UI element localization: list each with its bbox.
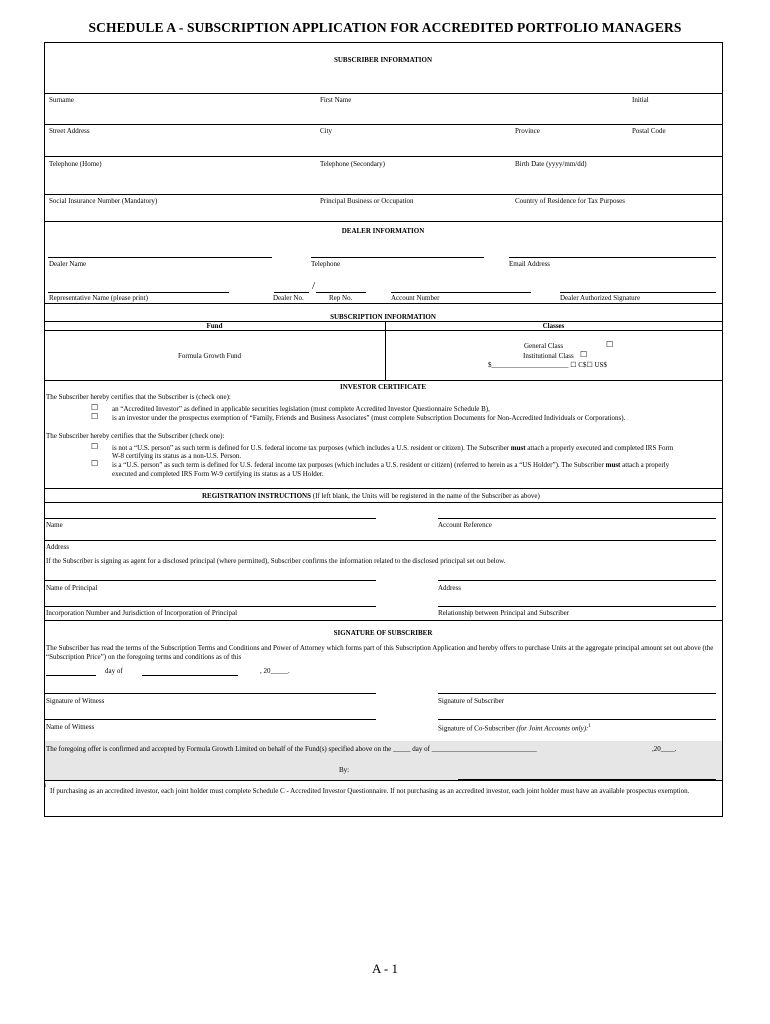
line <box>44 580 376 581</box>
line <box>391 292 531 293</box>
day-of-label: day of <box>105 667 123 675</box>
first-name-label: First Name <box>320 96 352 104</box>
principal-address-label: Address <box>438 584 461 592</box>
us-must: must <box>605 461 621 469</box>
occupation-label: Principal Business or Occupation <box>320 197 414 205</box>
line <box>46 675 96 676</box>
line <box>44 303 722 304</box>
line <box>385 321 386 380</box>
line <box>316 292 366 293</box>
line <box>44 540 716 541</box>
line <box>44 488 722 489</box>
reg-name-label: Name <box>46 521 63 529</box>
line <box>44 194 722 195</box>
sin-label: Social Insurance Number (Mandatory) <box>49 197 158 205</box>
frame-right <box>722 42 723 816</box>
us-option-cont: executed and completed IRS Form W-9 certifying its status as a US Holder. <box>112 470 324 478</box>
amount-currency-field[interactable]: $______________________ ☐ C$☐ US$ <box>488 361 607 369</box>
phone-field-row[interactable] <box>44 170 722 194</box>
line <box>44 620 722 621</box>
accredited-checkbox[interactable]: ☐ <box>91 403 99 412</box>
line <box>438 518 716 519</box>
line <box>438 606 716 607</box>
non-us-option <box>112 444 673 452</box>
line <box>44 221 722 222</box>
surname-label: Surname <box>49 96 74 104</box>
cosub-footnote-mark: 1 <box>588 724 591 729</box>
cosub-text: Signature of Co-Subscriber <box>438 724 517 733</box>
account-no-label: Account Number <box>391 294 440 302</box>
relationship-label: Relationship between Principal and Subscriber <box>438 609 570 617</box>
subscription-heading: SUBSCRIPTION INFORMATION <box>330 313 436 321</box>
principal-label: Name of Principal <box>46 584 98 592</box>
acceptance-text: The foregoing offer is confirmed and accepted by Formula Growth Limited on behalf of the Fund(s) specified above on the _____ day of ______________________________ <box>46 745 537 753</box>
frame-top <box>44 42 722 43</box>
line <box>44 380 722 381</box>
line <box>44 719 376 720</box>
initial-label: Initial <box>632 96 649 104</box>
frame-bottom <box>44 816 723 817</box>
line <box>44 606 376 607</box>
general-class-checkbox[interactable]: ☐ <box>606 340 614 349</box>
non-us-text-end: attach a properly executed and completed IRS Form <box>525 444 674 452</box>
rep-slash: / <box>312 280 316 292</box>
line <box>44 780 722 781</box>
line <box>274 292 309 293</box>
non-us-must: must <box>510 444 526 452</box>
us-text-end: attach a properly <box>620 461 670 469</box>
us-text: is a “U.S. person” as such term is defined for U.S. federal income tax purposes (which includes a U.S. resident or citizen) (referred to herein as a “US Holder”). The Subscriber <box>112 461 606 469</box>
non-us-checkbox[interactable]: ☐ <box>91 442 99 451</box>
cosubscriber-signature-label <box>438 723 591 732</box>
birth-label: Birth Date (yyyy/mm/dd) <box>515 160 587 168</box>
investor-intro-2: The Subscriber hereby certifies that the Subscriber (check one): <box>46 432 225 440</box>
line <box>438 580 716 581</box>
rep-no-label: Rep No. <box>329 294 353 302</box>
frame-left <box>44 42 45 816</box>
witness-signature-label: Signature of Witness <box>46 697 105 705</box>
institutional-class-label: Institutional Class <box>523 352 574 360</box>
us-checkbox[interactable]: ☐ <box>91 459 99 468</box>
address-field-row[interactable] <box>44 136 722 154</box>
line <box>438 719 716 720</box>
ffba-checkbox[interactable]: ☐ <box>91 412 99 421</box>
incorporation-label: Incorporation Number and Jurisdiction of Incorporation of Principal <box>46 609 238 617</box>
classes-header: Classes <box>542 322 565 330</box>
acceptance-year: ,20____. <box>652 745 677 753</box>
fund-name: Formula Growth Fund <box>178 352 241 360</box>
tel-home-label: Telephone (Home) <box>49 160 102 168</box>
line <box>509 257 716 258</box>
non-us-text: is not a “U.S. person” as such term is defined for U.S. federal income tax purposes (which includes a U.S. resident or citizen). The Subscriber <box>112 444 511 452</box>
footnote-mark: 1 <box>44 784 47 789</box>
page-title: SCHEDULE A - SUBSCRIPTION APPLICATION FOR ACCREDITED PORTFOLIO MANAGERS <box>88 20 682 35</box>
line <box>44 330 722 331</box>
general-class-label: General Class <box>524 342 564 350</box>
account-ref-label: Account Reference <box>438 521 492 529</box>
registration-title: REGISTRATION INSTRUCTIONS <box>202 492 311 500</box>
registration-note: (If left blank, the Units will be registered in the name of the Subscriber as above) <box>310 492 540 500</box>
dealer-heading: DEALER INFORMATION <box>341 227 425 235</box>
line <box>48 257 272 258</box>
line <box>44 93 722 94</box>
us-option <box>112 461 669 469</box>
page-number: A - 1 <box>372 961 398 976</box>
investor-intro-1: The Subscriber hereby certifies that the Subscriber is (check one): <box>46 393 231 401</box>
line <box>560 292 716 293</box>
dealer-signature-label: Dealer Authorized Signature <box>560 294 641 302</box>
postal-label: Postal Code <box>632 127 666 135</box>
street-label: Street Address <box>49 127 90 135</box>
dealer-telephone-label: Telephone <box>311 260 341 268</box>
investor-heading: INVESTOR CERTIFICATE <box>339 383 427 391</box>
dealer-email-label: Email Address <box>509 260 551 268</box>
name-field-row[interactable] <box>44 104 722 122</box>
city-label: City <box>320 127 333 135</box>
registration-heading <box>202 492 540 500</box>
province-label: Province <box>515 127 540 135</box>
rep-name-label: Representative Name (please print) <box>49 294 148 302</box>
tel-secondary-label: Telephone (Secondary) <box>320 160 386 168</box>
institutional-class-checkbox[interactable]: ☐ <box>580 350 588 359</box>
year-label: , 20_____. <box>260 667 290 675</box>
line <box>438 693 716 694</box>
witness-name-label: Name of Witness <box>46 723 95 731</box>
signature-terms: The Subscriber has read the terms of the Subscription Terms and Conditions and Power of Attorney which forms part of this Subscription Application and hereby offers to purchase Units at the aggregate principal amount set out above (the “Subscription Price”) on the foregoing terms and conditions as of this <box>46 644 714 661</box>
line <box>44 124 722 125</box>
line <box>44 502 722 503</box>
non-us-option-cont: W-8 certifying its status as a non-U.S. Person. <box>112 452 242 460</box>
dealer-name-label: Dealer Name <box>49 260 87 268</box>
line <box>142 675 238 676</box>
line <box>48 292 229 293</box>
reg-address-label: Address <box>46 543 69 551</box>
subscriber-heading: SUBSCRIBER INFORMATION <box>333 56 433 64</box>
ffba-option: is an investor under the prospectus exemption of “Family, Friends and Business Associates” (must complete Subscription Documents for Non-Accredited Individuals or Corporations). <box>112 414 626 422</box>
line <box>44 693 376 694</box>
line <box>311 257 484 258</box>
cosub-note: (for Joint Accounts only): <box>516 724 589 733</box>
subscriber-signature-label: Signature of Subscriber <box>438 697 505 705</box>
line <box>44 156 722 157</box>
footnote-text: If purchasing as an accredited investor, each joint holder must complete Schedule C - Accredited Investor Questionnaire. If not purchasing as an accredited investor, each joint holder must have an available prospectus exemption. <box>50 787 690 795</box>
signature-heading: SIGNATURE OF SUBSCRIBER <box>333 629 433 637</box>
accredited-option: an “Accredited Investor” as defined in applicable securities legislation (must complete Accredited Investor Questionnaire Schedule B), <box>112 405 490 413</box>
line <box>44 518 376 519</box>
fund-header: Fund <box>206 322 223 330</box>
country-label: Country of Residence for Tax Purposes <box>515 197 626 205</box>
agent-note: If the Subscriber is signing as agent for a disclosed principal (where permitted), Subscriber confirms the information related to the disclosed principal set out below. <box>46 557 506 565</box>
by-label: By: <box>339 766 350 774</box>
dealer-no-label: Dealer No. <box>273 294 304 302</box>
